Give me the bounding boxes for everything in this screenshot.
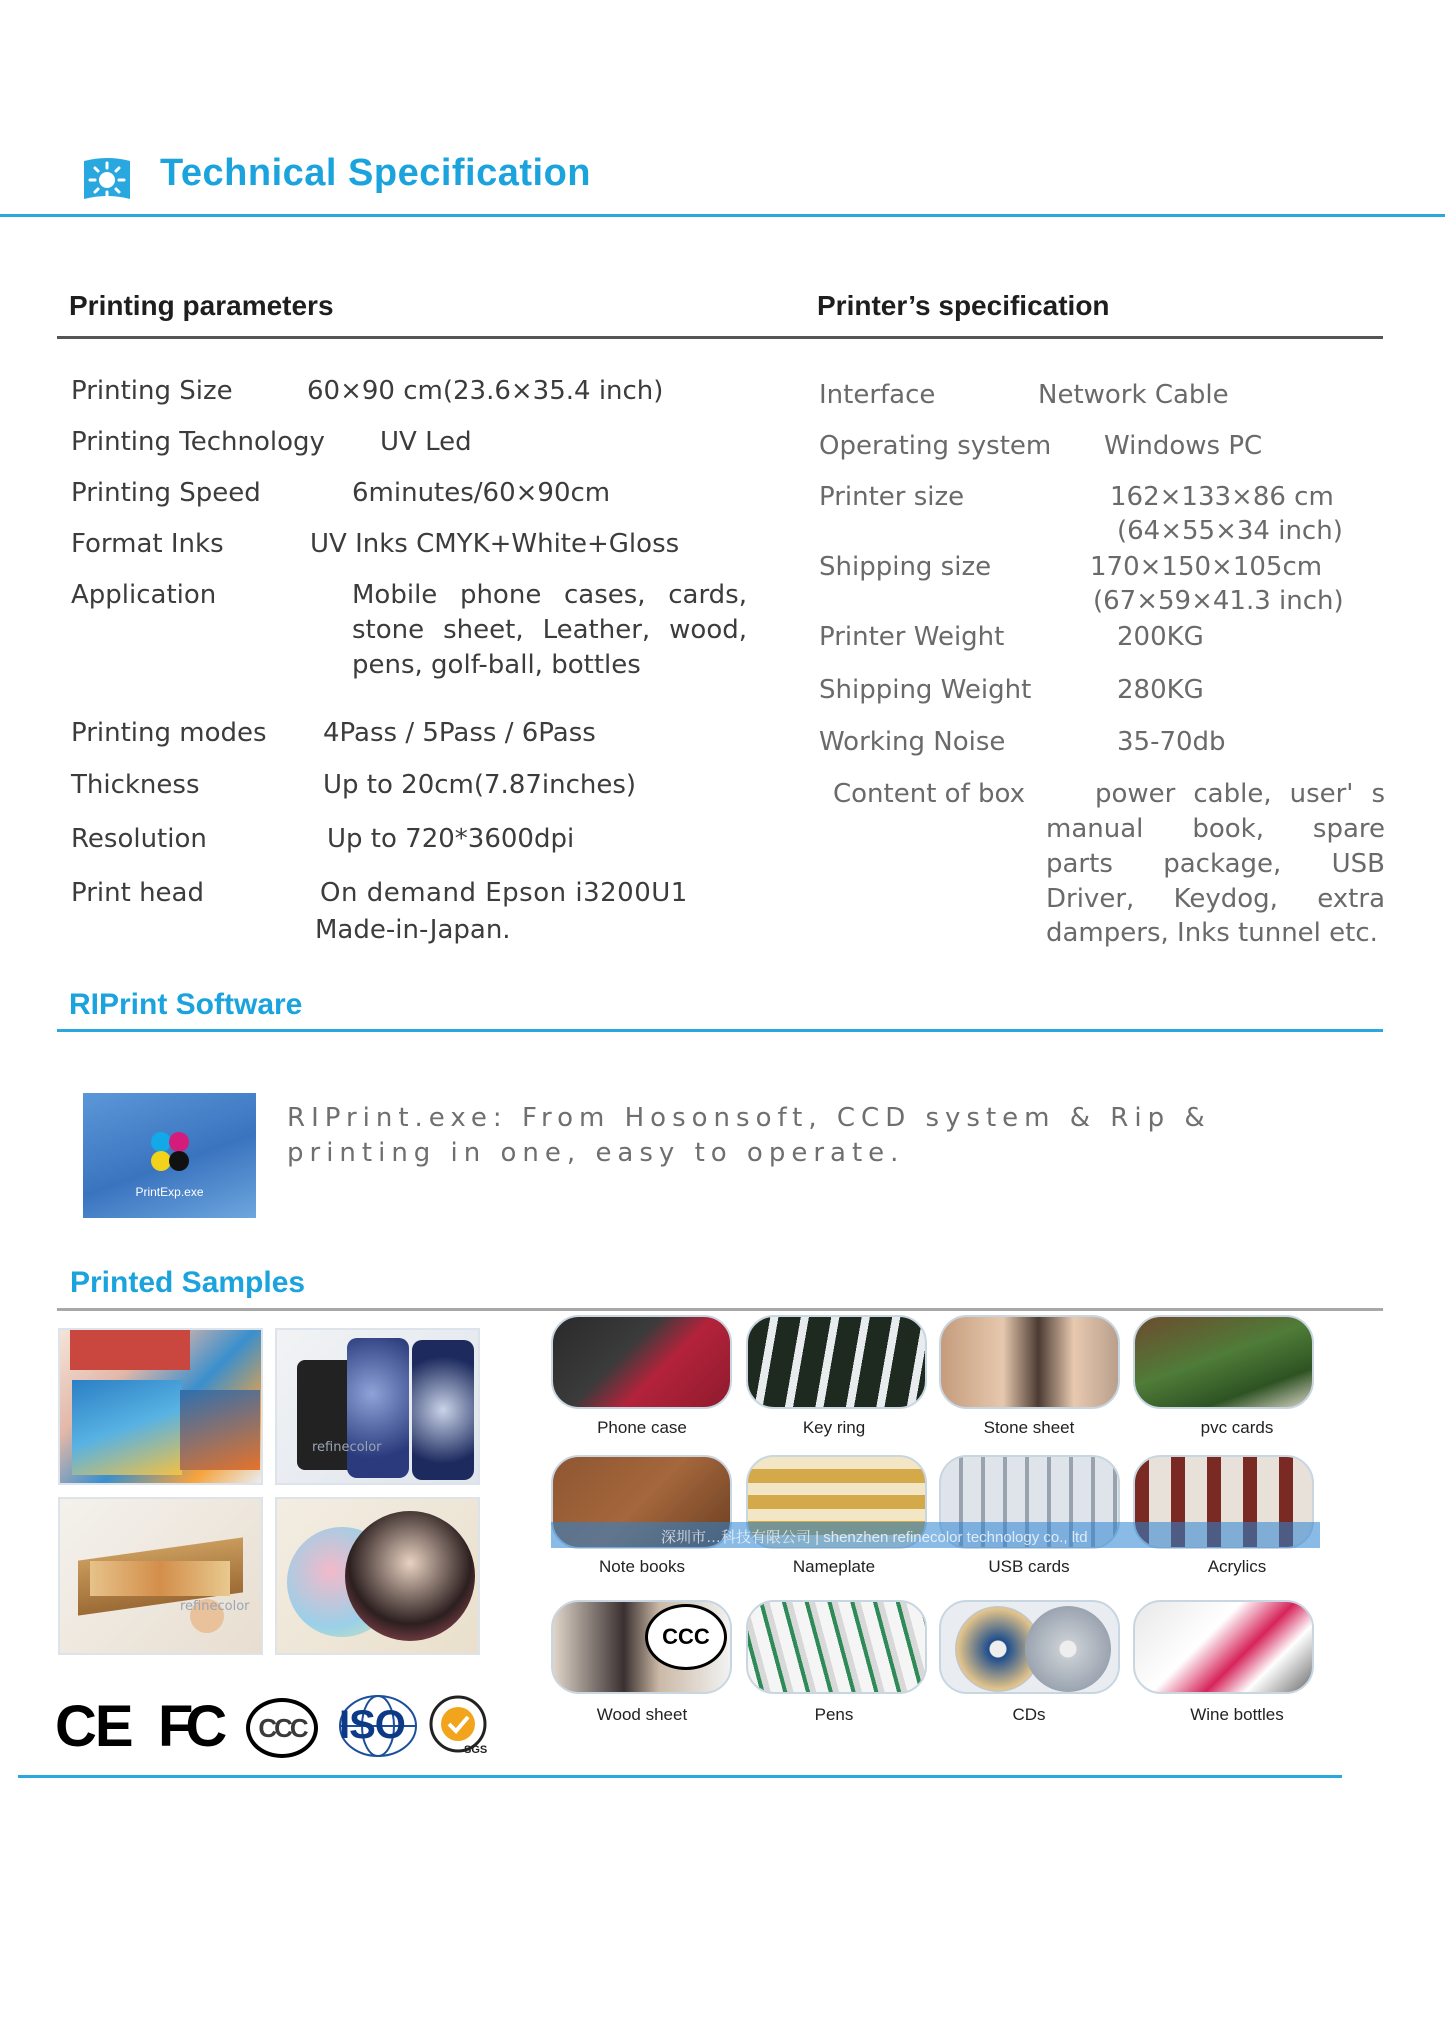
param-label: Printing Size (71, 376, 233, 406)
photo-watermark: refinecolor (180, 1599, 250, 1614)
spec-label: Printer size (819, 482, 965, 512)
sgs-mark (428, 1694, 488, 1760)
spec-divider (57, 336, 1383, 339)
sample-thumb-phone-case (551, 1315, 732, 1409)
sample-caption: CDs (1012, 1705, 1046, 1724)
spec-label: Interface (819, 380, 936, 410)
spec-value: 200KG (1117, 622, 1204, 652)
param-value: Up to 720*3600dpi (327, 824, 575, 854)
sample-caption: Pens (814, 1705, 854, 1724)
header-divider (0, 214, 1445, 217)
sample-photo-phone-cases (275, 1328, 480, 1485)
sample-thumb-pvc-cards (1133, 1315, 1314, 1409)
iso-mark (337, 1693, 419, 1759)
ccc-mark-text: CCC (258, 1713, 306, 1743)
param-value: Up to 20cm(7.87inches) (323, 770, 637, 800)
spec-label: Working Noise (819, 727, 1006, 757)
sample-ccc-logo: CCC (645, 1604, 727, 1670)
printing-parameters-heading: Printing parameters (69, 290, 334, 321)
software-heading: RIPrint Software (69, 988, 303, 1021)
param-label: Thickness (71, 770, 200, 800)
sample-photo-cards (58, 1328, 263, 1485)
sample-caption: Wine bottles (1190, 1705, 1284, 1724)
ccc-mark (246, 1698, 318, 1758)
sample-thumb-wine-bottles (1133, 1600, 1314, 1694)
fc-mark: FC (158, 1694, 220, 1759)
samples-watermark-band (551, 1522, 1320, 1548)
software-description-line: RIPrint.exe: From Hosonsoft, CCD system & Rip & (287, 1103, 1211, 1133)
sample-caption: Acrylics (1207, 1557, 1267, 1576)
samples-heading: Printed Samples (70, 1266, 306, 1299)
spec-value: Network Cable (1038, 380, 1229, 410)
spec-value: 280KG (1117, 675, 1204, 705)
cmyk-balls-icon (145, 1127, 195, 1177)
samples-watermark-text: 深圳市…科技有限公司 | shenzhen refinecolor technology co., ltd (661, 1529, 1088, 1546)
spec-value: 35-70db (1117, 727, 1226, 757)
sample-caption: USB cards (988, 1557, 1070, 1576)
param-label: Print head (71, 878, 204, 908)
sample-caption: Phone case (597, 1418, 687, 1437)
param-label: Printing Technology (71, 427, 325, 457)
spec-value-line: (67×59×41.3 inch) (1093, 586, 1344, 616)
photo-watermark: refinecolor (312, 1440, 382, 1455)
spec-value-line: manual book, spare (1046, 814, 1385, 844)
param-value-line: Mobile phone cases, cards, (352, 580, 747, 610)
spec-label: Shipping Weight (819, 675, 1032, 705)
sample-caption: Stone sheet (983, 1418, 1075, 1437)
spec-value-line: dampers, Inks tunnel etc. (1046, 918, 1378, 948)
spec-value: Windows PC (1104, 431, 1263, 461)
sample-thumb-cds (939, 1600, 1120, 1694)
param-label: Format Inks (71, 529, 224, 559)
param-label: Resolution (71, 824, 207, 854)
samples-divider (57, 1308, 1383, 1311)
param-label: Application (71, 580, 217, 610)
sample-thumb-wood-sheet (551, 1600, 732, 1694)
spec-value-line: 170×150×105cm (1090, 552, 1323, 582)
sample-photo-wood-box (58, 1497, 263, 1655)
spec-label: Content of box (833, 779, 1025, 809)
param-value-line: stone sheet, Leather, wood, (352, 615, 747, 645)
spec-value-line: Driver, Keydog, extra (1046, 884, 1385, 914)
sample-caption: Note books (599, 1557, 685, 1576)
software-description-line: printing in one, easy to operate. (287, 1138, 905, 1168)
spec-value-line: (64×55×34 inch) (1117, 516, 1343, 546)
spec-label: Shipping size (819, 552, 992, 582)
spec-value-line: parts package, USB (1046, 849, 1385, 879)
sample-thumb-pens (746, 1600, 927, 1694)
iso-mark-text: ISO (339, 1703, 405, 1747)
spec-value-line: 162×133×86 cm (1110, 482, 1334, 512)
sample-caption: Key ring (802, 1418, 866, 1437)
ce-mark: CE (55, 1694, 132, 1759)
param-value: UV Inks CMYK+White+Gloss (310, 529, 680, 559)
param-label: Printing Speed (71, 478, 261, 508)
printer-specification-heading: Printer’s specification (817, 290, 1110, 321)
sample-photo-round-disc (275, 1497, 480, 1655)
page-title: Technical Specification (160, 152, 592, 194)
header-icon (80, 155, 134, 207)
sample-thumb-key-ring (746, 1315, 927, 1409)
param-value-line: Made-in-Japan. (315, 915, 511, 945)
sun-badge-icon (80, 155, 134, 207)
param-value-line: pens, golf-ball, bottles (352, 650, 641, 680)
sample-caption: Nameplate (792, 1557, 876, 1576)
param-label: Printing modes (71, 718, 267, 748)
spec-label: Operating system (819, 431, 1052, 461)
param-value: 60×90 cm(23.6×35.4 inch) (307, 376, 664, 406)
software-divider (57, 1029, 1383, 1032)
sgs-mark-text: SGS (464, 1744, 488, 1756)
param-value: 6minutes/60×90cm (352, 478, 611, 508)
riprint-app-icon[interactable] (83, 1093, 256, 1218)
footer-divider (18, 1775, 1342, 1778)
param-value: UV Led (380, 427, 472, 457)
spec-value-line: power cable, user' s (1095, 779, 1385, 809)
sample-caption: pvc cards (1200, 1418, 1274, 1437)
spec-label: Printer Weight (819, 622, 1005, 652)
riprint-app-icon-label: PrintExp.exe (135, 1185, 204, 1199)
param-value: 4Pass / 5Pass / 6Pass (323, 718, 596, 748)
sample-thumb-stone-sheet (939, 1315, 1120, 1409)
sample-caption: Wood sheet (596, 1705, 688, 1724)
param-value-line: On demand Epson i3200U1 (320, 878, 688, 908)
